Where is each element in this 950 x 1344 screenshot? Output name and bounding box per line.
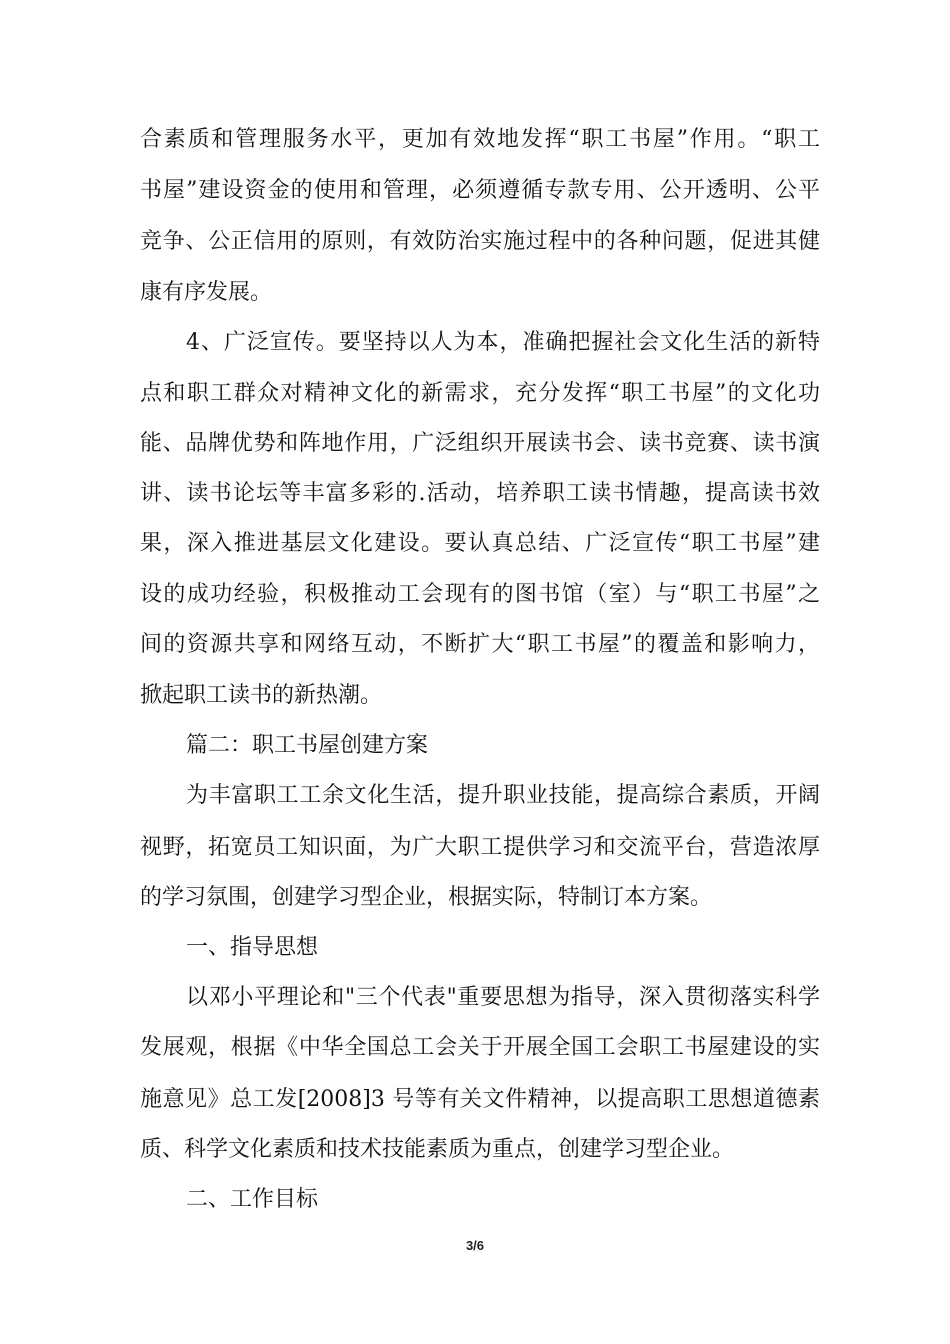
- text-line: 点和职工群众对精神文化的新需求，充分发挥“职工书屋”的文化功: [140, 381, 820, 406]
- text-line: 能、品牌优势和阵地作用，广泛组织开展读书会、读书竞赛、读书演: [140, 431, 820, 456]
- text-line: 书屋”建设资金的使用和管理，必须遵循专款专用、公开透明、公平: [140, 178, 820, 203]
- text-line: 质、科学文化素质和技术技能素质为重点，创建学习型企业。: [140, 1137, 735, 1162]
- text-line: 发展观，根据《中华全国总工会关于开展全国工会职工书屋建设的实: [140, 1035, 820, 1060]
- text-line: 果，深入推进基层文化建设。要认真总结、广泛宣传“职工书屋”建: [140, 531, 820, 556]
- text-line: 设的成功经验，积极推动工会现有的图书馆（室）与“职工书屋”之: [140, 582, 820, 607]
- text-line: 掀起职工读书的新热潮。: [140, 683, 383, 708]
- section-heading: 篇二：职工书屋创建方案: [186, 733, 429, 758]
- text-line: 为丰富职工工余文化生活，提升职业技能，提高综合素质，开阔: [186, 783, 820, 808]
- text-line: 以邓小平理论和"三个代表"重要思想为指导，深入贯彻落实科学: [186, 985, 820, 1010]
- section-heading: 二、工作目标: [186, 1187, 319, 1212]
- text-line: 讲、读书论坛等丰富多彩的.活动，培养职工读书情趣，提高读书效: [140, 481, 820, 506]
- text-line: 间的资源共享和网络互动，不断扩大“职工书屋”的覆盖和影响力，: [140, 632, 820, 657]
- text-line: 康有序发展。: [140, 280, 273, 305]
- text-line: 的学习氛围，创建学习型企业，根据实际，特制订本方案。: [140, 885, 713, 910]
- section-heading: 一、指导思想: [186, 935, 319, 960]
- text-line: 竞争、公正信用的原则，有效防治实施过程中的各种问题，促进其健: [140, 229, 820, 254]
- text-line: 视野，拓宽员工知识面，为广大职工提供学习和交流平台，营造浓厚: [140, 835, 820, 860]
- text-line: 施意见》总工发[2008]3 号等有关文件精神，以提高职工思想道德素: [140, 1087, 820, 1112]
- text-line: 4、广泛宣传。要坚持以人为本，准确把握社会文化生活的新特: [186, 330, 820, 355]
- page-number: 3/6: [465, 1238, 485, 1253]
- text-line: 合素质和管理服务水平，更加有效地发挥“职工书屋”作用。“职工: [140, 127, 820, 152]
